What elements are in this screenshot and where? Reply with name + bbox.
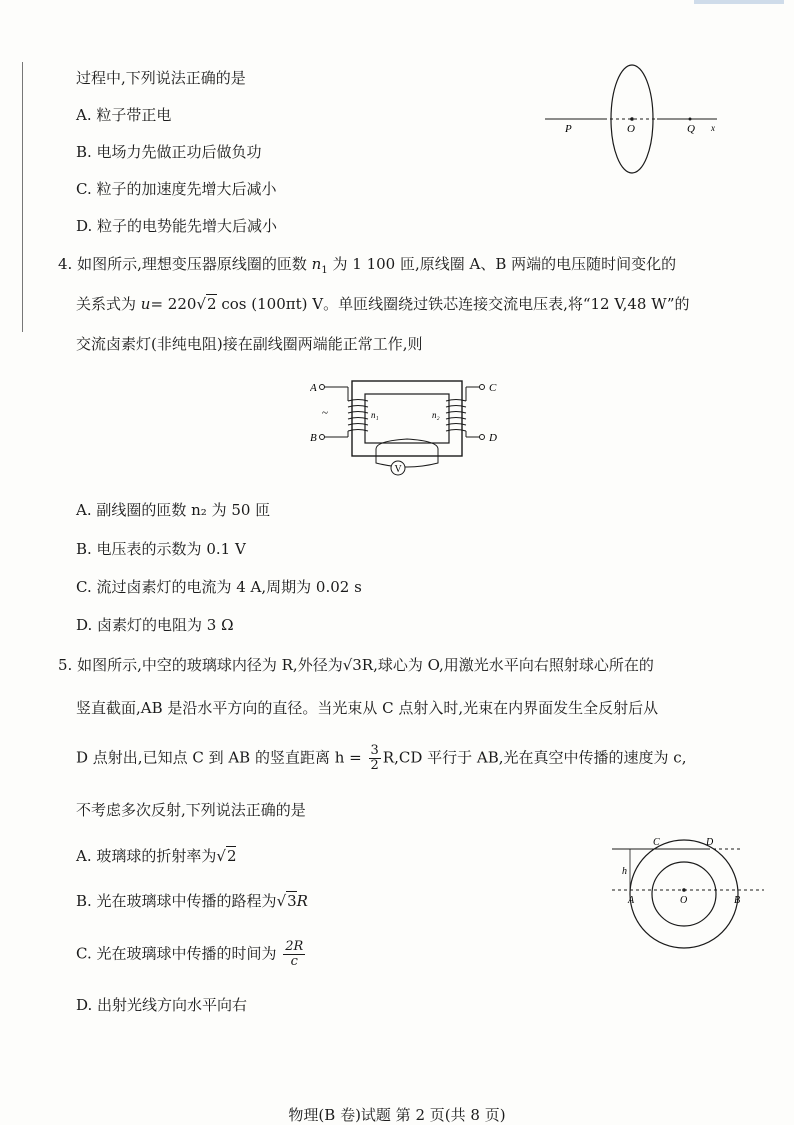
q4-core-outer xyxy=(352,381,462,456)
q3-option-d: D. 粒子的电势能先增大后减小 xyxy=(76,217,278,235)
q5-outer-circle xyxy=(630,840,741,948)
q3-label-p: P xyxy=(565,123,572,135)
q4-line3: 交流卤素灯(非纯电阻)接在副线圈两端能正常工作,则 xyxy=(76,335,423,353)
q4-u: u xyxy=(140,295,151,313)
q5-label-b: B xyxy=(734,895,741,906)
q3-label-o: O xyxy=(627,123,635,135)
q3-label-q: Q xyxy=(687,123,695,135)
q4-line2: 关系式为 u= 220√2 cos (100πt) V。单匝线圈绕过铁芯连接交流电压表,将“12 V,48 W”的 xyxy=(76,295,690,313)
q4-line2-head: 关系式为 xyxy=(76,295,137,313)
q4-eq: = 220 xyxy=(150,295,197,313)
q5-frac-den: 2 xyxy=(370,758,379,773)
q5-option-d: D. 出射光线方向水平向右 xyxy=(76,996,248,1014)
q4-n1: n xyxy=(311,255,322,273)
q5-option-b-tail: R xyxy=(296,892,308,910)
q5-inner-circle xyxy=(652,862,716,926)
q4-line1 xyxy=(58,254,676,281)
q5-line4: 不考虑多次反射,下列说法正确的是 xyxy=(76,801,306,819)
q4-option-d: D. 卤素灯的电阻为 3 Ω xyxy=(76,616,234,634)
page-footer: 物理(B 卷)试题 第 2 页(共 8 页) xyxy=(288,1106,506,1124)
q4-cos: cos xyxy=(221,295,247,313)
q5-line1-text: 如图所示,中空的玻璃球内径为 R,外径为√3R,球心为 O,用激光水平向右照射球心所在的 xyxy=(77,656,654,674)
q5-option-a-text: A. 玻璃球的折射率为 xyxy=(76,847,217,865)
q5-option-c-fraction xyxy=(283,940,305,969)
q5-frac-num: 3 xyxy=(370,743,379,758)
q3-option-b: B. 电场力先做正功后做负功 xyxy=(76,143,262,161)
q4-transformer-figure xyxy=(310,375,510,487)
q4-line1-text: 如图所示,理想变压器原线圈的匝数 xyxy=(77,255,307,273)
q5-line1 xyxy=(58,655,654,675)
q5-line2: 竖直截面,AB 是沿水平方向的直径。当光束从 C 点射入时,光束在内界面发生全反射后从 xyxy=(76,699,659,717)
q4-ac-symbol: ~ xyxy=(322,407,328,419)
q4-line1-tail: 为 1 100 匝,原线圈 A、B 两端的电压随时间变化的 xyxy=(332,255,677,273)
q5-line3 xyxy=(76,744,686,773)
q5-label-h: h xyxy=(622,866,627,877)
q5-option-c-num: 2R xyxy=(285,939,304,954)
q4-n1-sub: 1 xyxy=(321,265,328,276)
q4-sqrt2: 2 xyxy=(207,295,217,313)
q5-line3-tail: R,CD 平行于 AB,光在真空中传播的速度为 c, xyxy=(382,748,687,767)
q4-label-a: A xyxy=(310,382,317,394)
q4-label-n1: n₁ xyxy=(371,410,379,420)
q5-label-c: C xyxy=(653,837,660,848)
q5-line3-head: D 点射出,已知点 C 到 AB 的竖直距离 h = xyxy=(76,748,362,767)
q3-figure xyxy=(545,62,725,192)
q4-line2-arg: (100πt) V。单匝线圈绕过铁芯连接交流电压表,将“12 V,48 W”的 xyxy=(251,295,690,313)
q5-option-c-text: C. 光在玻璃球中传播的时间为 xyxy=(76,944,277,963)
q5-option-c-den: c xyxy=(290,954,298,969)
q5-label-o: O xyxy=(680,895,688,906)
q4-number: 4. xyxy=(58,255,73,273)
q3-intro: 过程中,下列说法正确的是 xyxy=(76,69,246,87)
margin-rule xyxy=(22,62,23,332)
q5-fraction xyxy=(369,744,381,773)
scan-edge-mark xyxy=(694,0,784,4)
q5-option-a: A. 玻璃球的折射率为√2 xyxy=(76,847,237,865)
q4-label-c: C xyxy=(489,382,497,394)
q5-option-b-text: B. 光在玻璃球中传播的路程为 xyxy=(76,892,277,910)
q5-label-d: D xyxy=(706,837,714,848)
q3-option-c: C. 粒子的加速度先增大后减小 xyxy=(76,180,277,198)
q4-label-b: B xyxy=(310,432,317,444)
q4-voltmeter-label: V xyxy=(394,464,402,475)
q5-number: 5. xyxy=(58,656,73,674)
q5-option-b-value: 3 xyxy=(287,892,297,910)
q4-option-a: A. 副线圈的匝数 n₂ 为 50 匝 xyxy=(76,501,271,519)
q5-option-c xyxy=(76,940,307,969)
q3-label-x: x xyxy=(711,123,715,133)
q5-option-a-value: 2 xyxy=(226,847,237,865)
q4-option-b: B. 电压表的示数为 0.1 V xyxy=(76,540,246,558)
q3-option-a: A. 粒子带正电 xyxy=(76,106,172,124)
q4-label-n2: n₂ xyxy=(432,410,440,420)
q4-label-d: D xyxy=(489,432,497,444)
q5-glass-sphere-figure xyxy=(612,832,772,954)
q5-label-a: A xyxy=(628,895,635,906)
q5-option-b: B. 光在玻璃球中传播的路程为√3R xyxy=(76,892,308,910)
q4-option-c: C. 流过卤素灯的电流为 4 A,周期为 0.02 s xyxy=(76,578,362,596)
